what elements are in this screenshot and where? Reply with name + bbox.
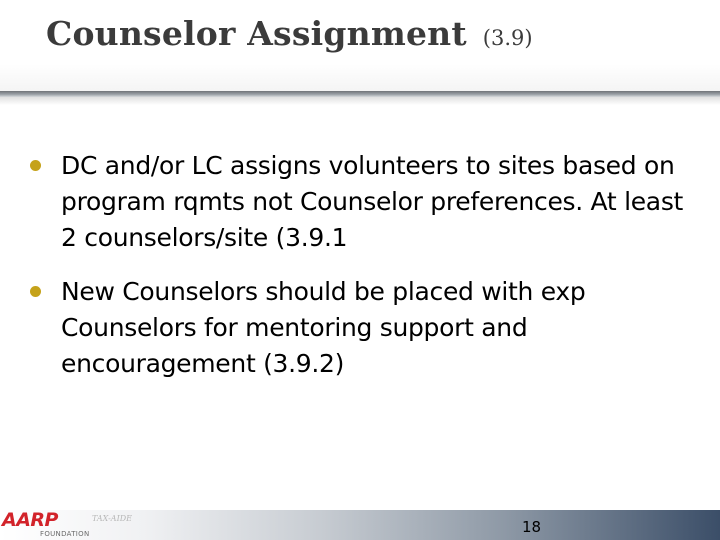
bullet-list bbox=[30, 148, 700, 400]
bullet-text: DC and/or LC assigns volunteers to sites based on program rqmts not Counselor preferences. At least 2 counselors/site (3.9.1 bbox=[61, 151, 684, 252]
bullet-item bbox=[30, 148, 700, 256]
aarp-foundation-logo bbox=[2, 509, 102, 539]
bullet-item bbox=[30, 274, 700, 382]
logo-wordmark: AARP bbox=[2, 509, 58, 531]
bullet-text: New Counselors should be placed with exp Counselors for mentoring support and encouragement (3.9.2) bbox=[61, 277, 586, 378]
tax-aide-tagline: TAX-AIDE bbox=[92, 514, 132, 523]
slide-title-text: Counselor Assignment bbox=[46, 14, 467, 53]
slide-title bbox=[46, 14, 533, 53]
title-divider-shadow bbox=[0, 97, 720, 105]
title-area bbox=[0, 0, 720, 92]
page-number: 18 bbox=[522, 518, 542, 536]
slide-title-reference: (3.9) bbox=[482, 26, 533, 50]
logo-subtext: FOUNDATION bbox=[40, 530, 90, 538]
bullet-dot-icon bbox=[30, 160, 41, 171]
bullet-dot-icon bbox=[30, 286, 41, 297]
